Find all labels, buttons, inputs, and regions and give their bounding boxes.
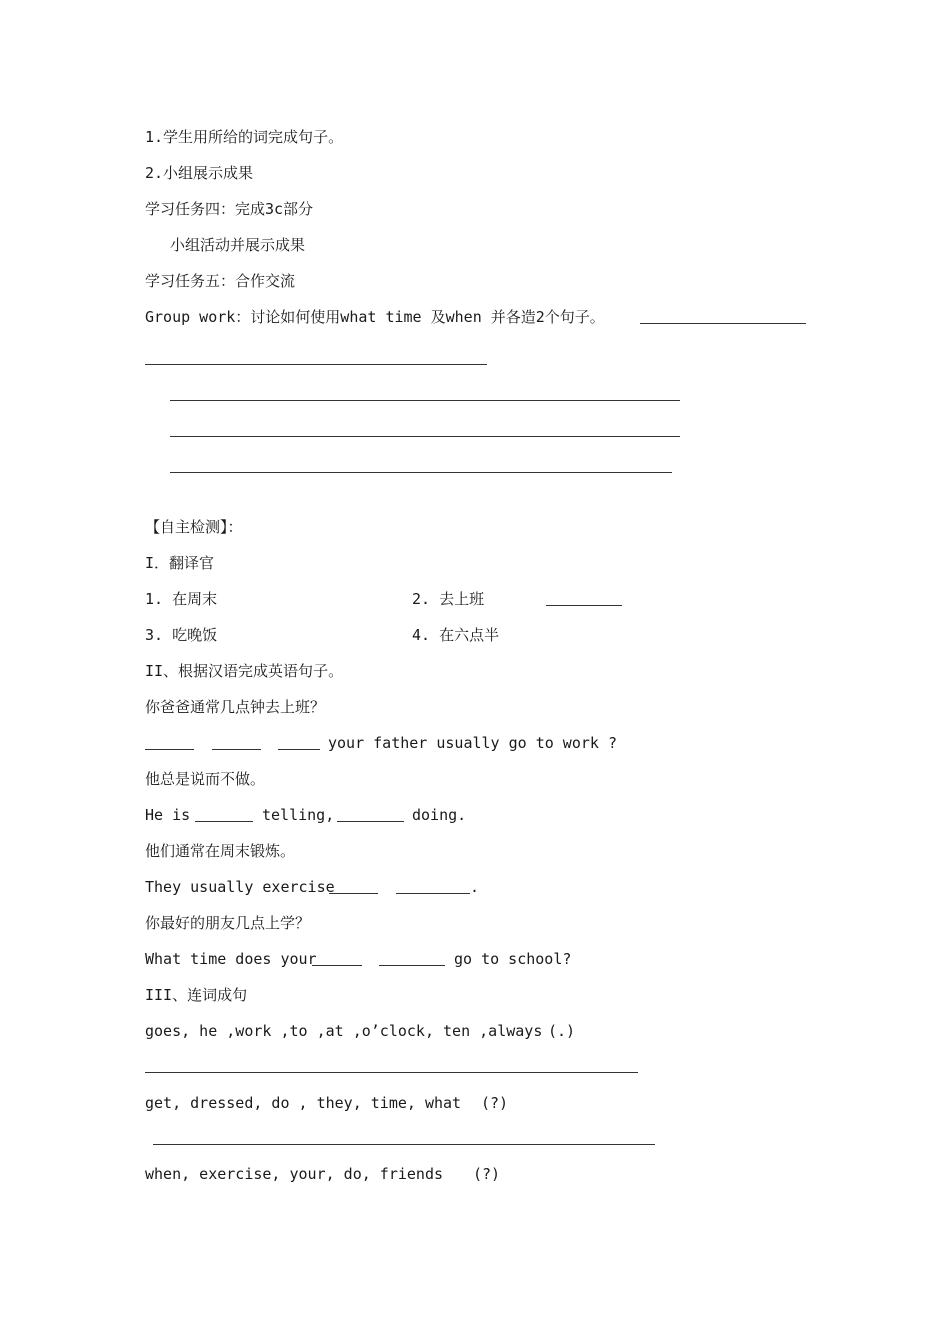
sentence-3-english-start: They usually exercise (145, 878, 335, 896)
answer-line[interactable] (145, 364, 487, 365)
section-2-heading: II、根据汉语完成英语句子。 (145, 662, 344, 680)
answer-blank[interactable] (396, 893, 470, 894)
sentence-4-english-start: What time does your (145, 950, 317, 968)
word-order-1-punct: (.) (548, 1022, 576, 1040)
answer-line[interactable] (145, 1072, 638, 1073)
translate-item-3: 3. 吃晚饭 (145, 626, 218, 644)
answer-line[interactable] (170, 400, 680, 401)
translate-item-1: 1. 在周末 (145, 590, 218, 608)
sentence-4-chinese: 你最好的朋友几点上学？ (145, 914, 311, 932)
sentence-2-chinese: 他总是说而不做。 (145, 770, 266, 788)
self-test-heading: 【自主检测】： (145, 518, 243, 536)
task-line-2: 2.小组展示成果 (145, 164, 254, 182)
sentence-2-english-end: doing. (412, 806, 467, 824)
answer-blank[interactable] (329, 893, 378, 894)
section-3-heading: III、连词成句 (145, 986, 248, 1004)
sentence-3-chinese: 他们通常在周末锻炼。 (145, 842, 296, 860)
answer-blank[interactable] (546, 605, 622, 606)
answer-blank[interactable] (145, 749, 194, 750)
answer-blank[interactable] (337, 821, 404, 822)
answer-blank[interactable] (212, 749, 261, 750)
word-order-1: goes, he ,work ,to ,at ,o’clock, ten ,always (145, 1022, 543, 1040)
answer-blank[interactable] (278, 749, 320, 750)
translate-item-2: 2. 去上班 (412, 590, 485, 608)
sentence-2-english-mid: telling, (262, 806, 335, 824)
sentence-4-english-end: go to school? (454, 950, 572, 968)
word-order-2: get, dressed, do , they, time, what (145, 1094, 462, 1112)
task-five-heading: 学习任务五：合作交流 (145, 272, 296, 290)
answer-blank[interactable] (195, 821, 253, 822)
sentence-1-chinese: 你爸爸通常几点钟去上班？ (145, 698, 326, 716)
sentence-2-english-start: He is (145, 806, 191, 824)
answer-blank[interactable] (379, 965, 445, 966)
answer-line[interactable] (170, 436, 680, 437)
answer-blank[interactable] (640, 323, 806, 324)
word-order-2-punct: (?) (481, 1094, 509, 1112)
word-order-3-punct: (?) (473, 1165, 501, 1183)
answer-line[interactable] (153, 1144, 655, 1145)
task-line-1: 1.学生用所给的词完成句子。 (145, 128, 344, 146)
task-four-heading: 学习任务四：完成3c部分 (145, 200, 314, 218)
sentence-1-english: your father usually go to work ? (328, 734, 617, 752)
section-1-heading: I．翻译官 (145, 554, 215, 572)
translate-item-4: 4. 在六点半 (412, 626, 500, 644)
sentence-3-english-end: . (470, 878, 480, 896)
answer-line[interactable] (170, 472, 672, 473)
group-work-line: Group work：讨论如何使用what time 及when 并各造2个句子。 (145, 308, 605, 326)
group-activity-line: 小组活动并展示成果 (170, 236, 306, 254)
answer-blank[interactable] (312, 965, 362, 966)
word-order-3: when, exercise, your, do, friends (145, 1165, 444, 1183)
